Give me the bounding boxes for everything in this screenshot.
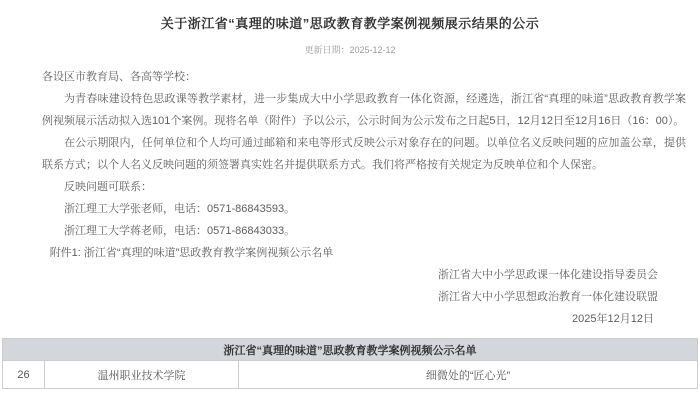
contact-item-1: 浙江理工大学张老师，电话：0571-86843593。	[64, 203, 296, 215]
cell-school-name: 温州职业技术学院	[45, 361, 239, 389]
signature-alliance: 浙江省大中小学思想政治教育一体化建设联盟	[438, 291, 658, 303]
cell-row-number: 26	[3, 361, 45, 389]
salutation: 各设区市教育局、各高等学校：	[42, 71, 196, 83]
update-date-value: 2025-12-12	[349, 45, 396, 55]
table-title: 浙江省“真理的味道”思政教育教学案例视频公示名单	[3, 339, 698, 361]
signature-date: 2025年12月12日	[572, 313, 654, 325]
contact-item-2: 浙江理工大学蒋老师，电话：0571-86843033。	[64, 225, 296, 237]
contact-intro: 反映问题可联系：	[64, 181, 152, 193]
paragraph-selection-result: 为青春味建设特色思政课等教学素材，进一步集成大中小学思政教育一体化资源，经遴选，浙江省“真理的味道”思政教育教学案例视频展示活动拟入选101个案例。现将名单（附件）予以公示，公示时间为公示发布之日起5日，12月12日至12月16日（16：00）。	[42, 93, 686, 127]
signature-committee: 浙江省大中小学思政课一体化建设指导委员会	[438, 269, 658, 281]
document-body	[42, 66, 686, 330]
table-header-row	[3, 339, 698, 361]
update-date-line	[0, 43, 700, 56]
attachment-link: 附件1: 浙江省“真理的味道”思政教育教学案例视频公示名单	[49, 247, 334, 259]
paragraph-feedback-rules: 在公示期限内，任何单位和个人均可通过邮箱和来电等形式反映公示对象存在的问题。以单位名义反映问题的应加盖公章，提供联系方式；以个人名义反映问题的须签署真实姓名并提供联系方式。我们将严格按有关规定为反映单位和个人保密。	[42, 137, 686, 171]
result-table	[2, 338, 698, 389]
table-row	[3, 361, 698, 389]
page-title: 关于浙江省“真理的味道”思政教育教学案例视频展示结果的公示	[160, 16, 540, 31]
cell-case-title: 细微处的“匠心光”	[239, 361, 698, 389]
update-date-label: 更新日期：	[304, 45, 350, 55]
